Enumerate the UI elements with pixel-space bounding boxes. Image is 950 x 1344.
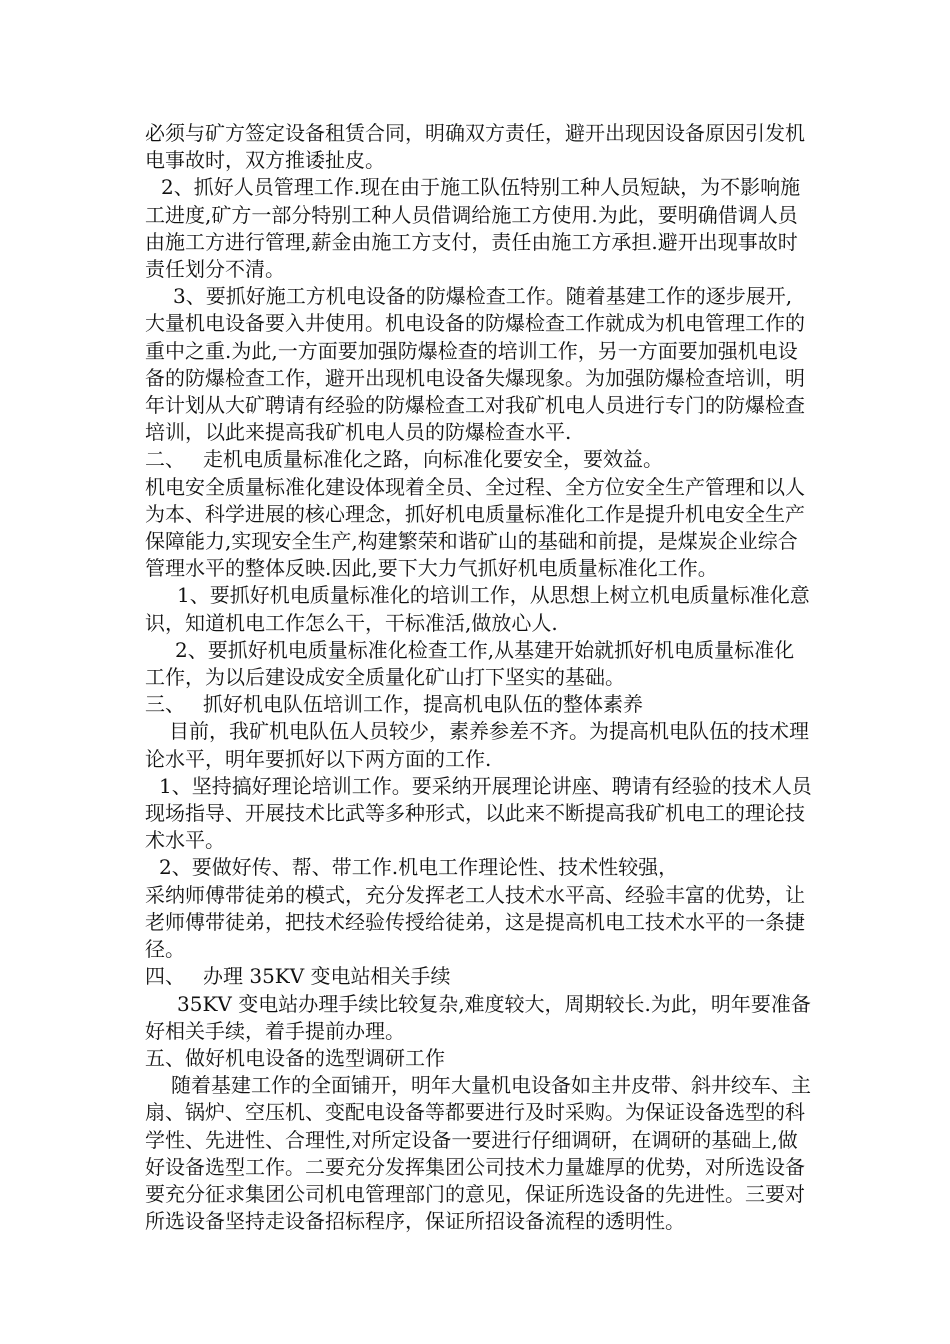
section-heading [145, 963, 812, 990]
paragraph: 必须与矿方签定设备租赁合同，明确双方责任，避开出现因设备原因引发机电事故时，双方推诿扯皮。 [145, 121, 805, 173]
section-title: 办理 35KV 变电站相关手续 [203, 964, 451, 989]
section-number: 二、 [145, 447, 185, 472]
paragraph: 3、要抓好施工方机电设备的防爆检查工作。随着基建工作的逐步展开,大量机电设备要入井使用。机电设备的防爆检查工作就成为机电管理工作的重中之重.为此,一方面要加强防爆检查的培训工作，另一方面要加强机电设备的防爆检查工作，避开出现机电设备失爆现象。为加强防爆检查培训，明年计划从大矿聘请有经验的防爆检查工对我矿机电人员进行专门的防爆检查培训，以此来提高我矿机电人员的防爆检查水平. [145, 284, 805, 445]
paragraph: 目前，我矿机电队伍人员较少，素养参差不齐。为提高机电队伍的技术理论水平，明年要抓好以下两方面的工作. [145, 719, 809, 771]
section-number: 四、 [145, 964, 185, 989]
section-title: 走机电质量标准化之路，向标准化要安全，要效益。 [203, 447, 663, 472]
section-title: 抓好机电队伍培训工作，提高机电队伍的整体素养 [203, 692, 643, 717]
paragraph: 2、要做好传、帮、带工作.机电工作理论性、技术性较强， [159, 855, 679, 880]
section-title: 五、做好机电设备的选型调研工作 [145, 1045, 445, 1070]
paragraph: 35KV 变电站办理手续比较复杂,难度较大，周期较长.为此，明年要准备好相关手续，着手提前办理。 [145, 991, 811, 1043]
paragraph: 随着基建工作的全面铺开，明年大量机电设备如主井皮带、斜井绞车、主扇、锅炉、空压机、变配电设备等都要进行及时采购。为保证设备选型的科学性、先进性、合理性,对所定设备一要进行仔细调研，在调研的基础上,做好设备选型工作。二要充分发挥集团公司技术力量雄厚的优势，对所选设备要充分征求集团公司机电管理部门的意见，保证所选设备的先进性。三要对所选设备坚持走设备招标程序，保证所招设备流程的透明性。 [145, 1073, 811, 1234]
section-heading [145, 446, 812, 473]
paragraph: 1、坚持搞好理论培训工作。要采纳开展理论讲座、聘请有经验的技术人员现场指导、开展技术比武等多种形式，以此来不断提高我矿机电工的理论技术水平。 [145, 773, 812, 853]
section-heading [145, 691, 812, 718]
section-number: 三、 [145, 692, 185, 717]
paragraph: 采纳师傅带徒弟的模式，充分发挥老工人技术水平高、经验丰富的优势，让老师傅带徒弟，把技术经验传授给徒弟，这是提高机电工技术水平的一条捷径。 [145, 882, 805, 962]
paragraph: 2、要抓好机电质量标准化检查工作,从基建开始就抓好机电质量标准化工作，为以后建设成安全质量化矿山打下坚实的基础。 [145, 637, 795, 690]
paragraph: 2、抓好人员管理工作.现在由于施工队伍特别工种人员短缺，为不影响施工进度,矿方一部分特别工种人员借调给施工方使用.为此，要明确借调人员由施工方进行管理,薪金由施工方支付，责任由施工方承担.避开出现事故时责任划分不清。 [145, 175, 801, 282]
section-heading [145, 1045, 812, 1072]
paragraph: 1、要抓好机电质量标准化的培训工作，从思想上树立机电质量标准化意识，知道机电工作怎么干，干标准活,做放心人. [145, 583, 810, 635]
paragraph: 机电安全质量标准化建设体现着全员、全过程、全方位安全生产管理和以人为本、科学进展的核心理念，抓好机电质量标准化工作是提升机电安全生产保障能力,实现安全生产,构建繁荣和谐矿山的基础和前提，是煤炭企业综合管理水平的整体反映.因此,要下大力气抓好机电质量标准化工作。 [145, 474, 805, 581]
